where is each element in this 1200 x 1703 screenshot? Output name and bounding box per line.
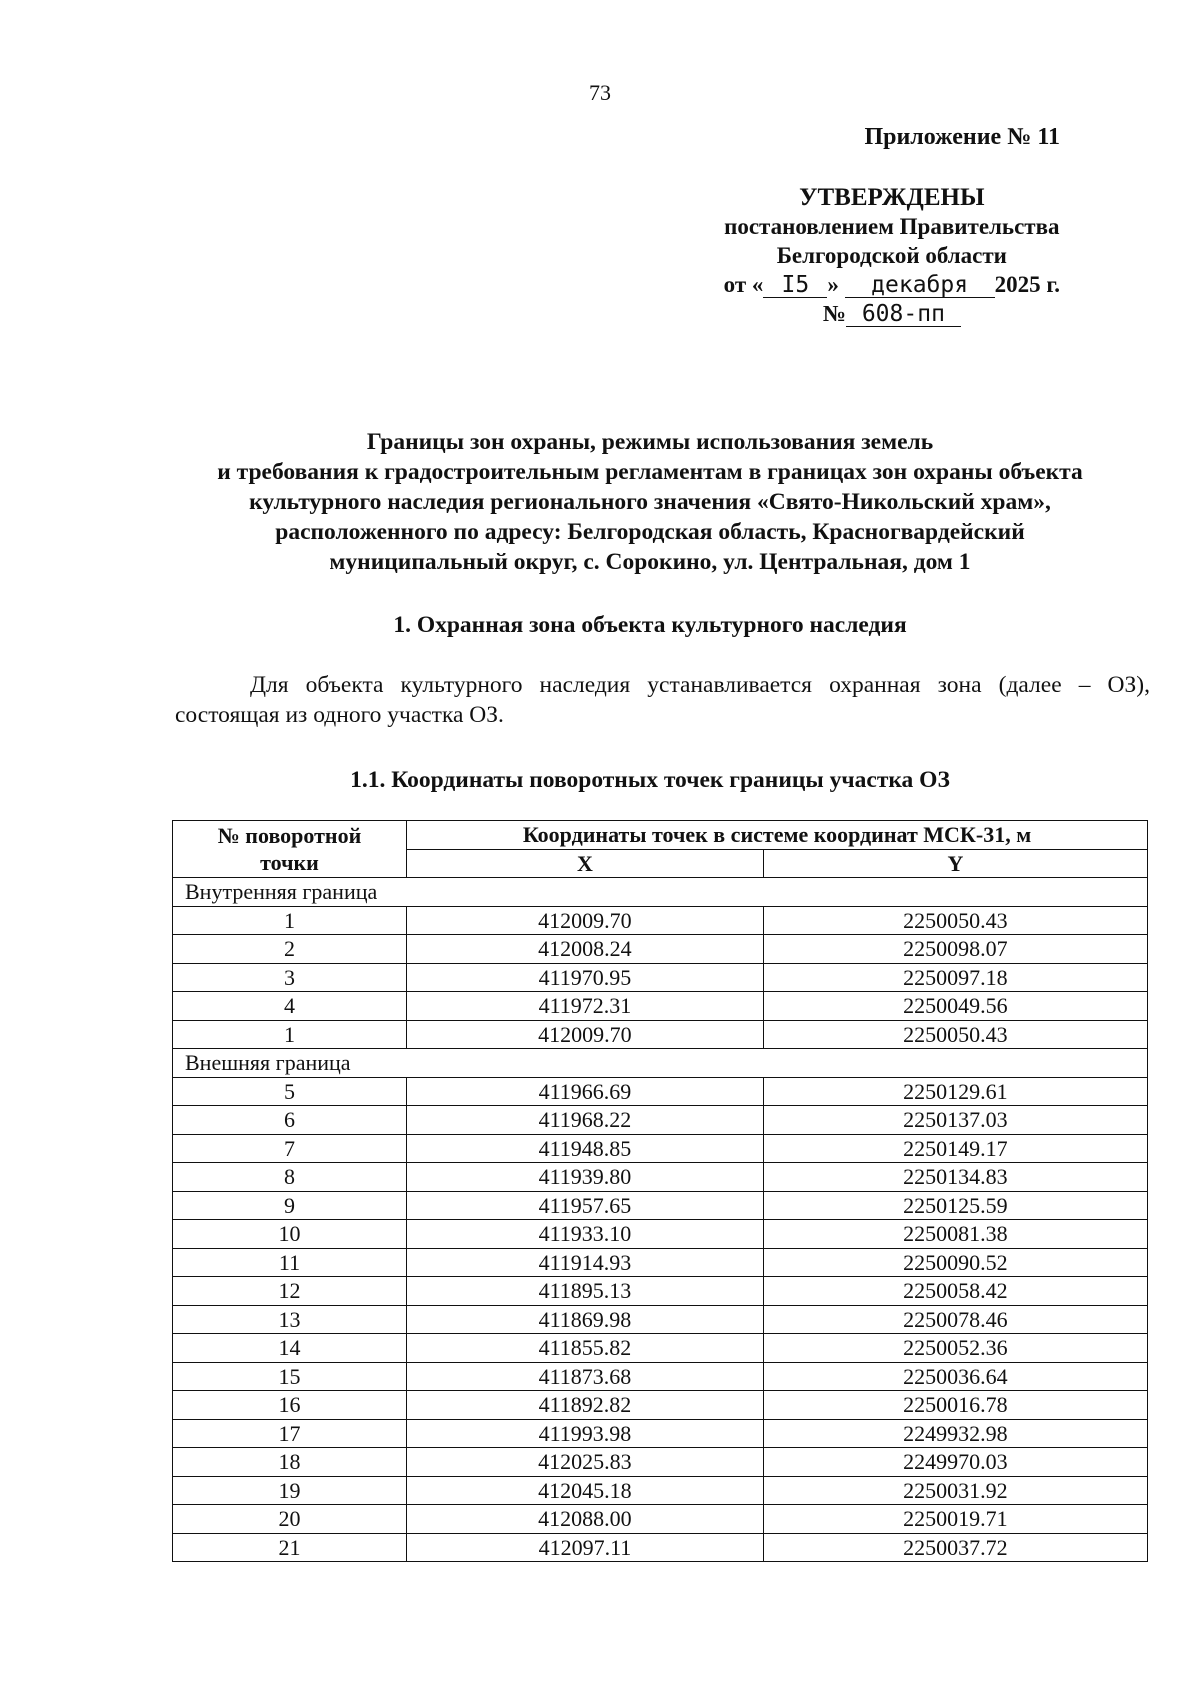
date-mid: » (827, 272, 839, 297)
date-month: декабря (845, 273, 995, 298)
approval-number: 608-пп (846, 302, 961, 327)
date-day: I5 (763, 273, 827, 298)
table-row (173, 1505, 1148, 1534)
approval-line-1: постановлением Правительства (724, 214, 1060, 239)
point-number-cell: 6 (173, 1106, 407, 1135)
x-coordinate-cell: 411993.98 (407, 1419, 764, 1448)
y-coordinate-cell: 2250137.03 (763, 1106, 1147, 1135)
point-number-cell: 8 (173, 1163, 407, 1192)
table-row (173, 1248, 1148, 1277)
y-coordinate-cell: 2250050.43 (763, 906, 1147, 935)
y-coordinate-cell: 2250090.52 (763, 1248, 1147, 1277)
x-header: X (407, 849, 764, 878)
y-coordinate-cell: 2250078.46 (763, 1305, 1147, 1334)
x-coordinate-cell: 411948.85 (407, 1134, 764, 1163)
table-row (173, 906, 1148, 935)
table-row (173, 1305, 1148, 1334)
approval-number-line (724, 299, 1060, 328)
y-coordinate-cell: 2250098.07 (763, 935, 1147, 964)
x-coordinate-cell: 412009.70 (407, 906, 764, 935)
x-coordinate-cell: 412045.18 (407, 1476, 764, 1505)
group-label: Внутренняя граница (173, 878, 1148, 907)
point-number-cell: 18 (173, 1448, 407, 1477)
x-coordinate-cell: 411933.10 (407, 1220, 764, 1249)
y-coordinate-cell: 2250125.59 (763, 1191, 1147, 1220)
y-coordinate-cell: 2250149.17 (763, 1134, 1147, 1163)
table-row (173, 1220, 1148, 1249)
y-header: Y (763, 849, 1147, 878)
y-coordinate-cell: 2250134.83 (763, 1163, 1147, 1192)
y-coordinate-cell: 2250037.72 (763, 1533, 1147, 1562)
table-row (173, 1020, 1148, 1049)
x-coordinate-cell: 411968.22 (407, 1106, 764, 1135)
approval-block (724, 183, 1060, 328)
x-coordinate-cell: 412008.24 (407, 935, 764, 964)
table-row (173, 1277, 1148, 1306)
group-row (173, 1049, 1148, 1078)
y-coordinate-cell: 2250031.92 (763, 1476, 1147, 1505)
y-coordinate-cell: 2250097.18 (763, 963, 1147, 992)
x-coordinate-cell: 412088.00 (407, 1505, 764, 1534)
coordinates-header: Координаты точек в системе координат МСК-31, м (407, 821, 1148, 850)
table-row (173, 963, 1148, 992)
point-number-cell: 11 (173, 1248, 407, 1277)
point-number-header: № поворотной точки (173, 821, 407, 878)
y-coordinate-cell: 2250129.61 (763, 1077, 1147, 1106)
approval-date-line (724, 270, 1060, 299)
point-number-cell: 16 (173, 1391, 407, 1420)
table-row (173, 1106, 1148, 1135)
x-coordinate-cell: 412009.70 (407, 1020, 764, 1049)
subsection-heading: 1.1. Координаты поворотных точек границы участка ОЗ (350, 767, 950, 793)
point-number-cell: 19 (173, 1476, 407, 1505)
y-coordinate-cell: 2250016.78 (763, 1391, 1147, 1420)
group-label: Внешняя граница (173, 1049, 1148, 1078)
x-coordinate-cell: 411914.93 (407, 1248, 764, 1277)
y-coordinate-cell: 2250050.43 (763, 1020, 1147, 1049)
table-row (173, 1163, 1148, 1192)
section-heading: 1. Охранная зона объекта культурного наследия (393, 612, 907, 638)
point-number-cell: 17 (173, 1419, 407, 1448)
table-row (173, 1191, 1148, 1220)
table-row (173, 1362, 1148, 1391)
point-number-cell: 15 (173, 1362, 407, 1391)
point-number-cell: 4 (173, 992, 407, 1021)
approval-heading: УТВЕРЖДЕНЫ (799, 184, 985, 211)
x-coordinate-cell: 411966.69 (407, 1077, 764, 1106)
point-number-cell: 3 (173, 963, 407, 992)
x-coordinate-cell: 411939.80 (407, 1163, 764, 1192)
x-coordinate-cell: 411873.68 (407, 1362, 764, 1391)
point-number-cell: 5 (173, 1077, 407, 1106)
table-row (173, 935, 1148, 964)
point-number-cell: 21 (173, 1533, 407, 1562)
approval-line-2: Белгородской области (776, 243, 1007, 268)
x-coordinate-cell: 411892.82 (407, 1391, 764, 1420)
title-line: и требования к градостроительным регламентам в границах зон охраны объекта (217, 459, 1083, 485)
table-row (173, 1476, 1148, 1505)
y-coordinate-cell: 2250081.38 (763, 1220, 1147, 1249)
table-row (173, 1077, 1148, 1106)
y-coordinate-cell: 2250019.71 (763, 1505, 1147, 1534)
x-coordinate-cell: 411972.31 (407, 992, 764, 1021)
y-coordinate-cell: 2249932.98 (763, 1419, 1147, 1448)
x-coordinate-cell: 412025.83 (407, 1448, 764, 1477)
y-coordinate-cell: 2250058.42 (763, 1277, 1147, 1306)
body-text: Для объекта культурного наследия устанавливается охранная зона (далее – ОЗ), состоящая из одного участка ОЗ. (175, 672, 1150, 728)
y-coordinate-cell: 2249970.03 (763, 1448, 1147, 1477)
table-row (173, 1334, 1148, 1363)
page-number: 73 (589, 80, 611, 105)
number-prefix: № (822, 301, 846, 326)
title-line: муниципальный округ, с. Сорокино, ул. Центральная, дом 1 (329, 549, 971, 575)
point-number-cell: 7 (173, 1134, 407, 1163)
appendix-label: Приложение № 11 (864, 124, 1060, 150)
point-number-cell: 13 (173, 1305, 407, 1334)
point-number-cell: 10 (173, 1220, 407, 1249)
y-coordinate-cell: 2250049.56 (763, 992, 1147, 1021)
x-coordinate-cell: 411957.65 (407, 1191, 764, 1220)
x-coordinate-cell: 411869.98 (407, 1305, 764, 1334)
point-number-cell: 20 (173, 1505, 407, 1534)
y-coordinate-cell: 2250036.64 (763, 1362, 1147, 1391)
body-paragraph (175, 670, 1150, 730)
title-line: расположенного по адресу: Белгородская область, Красногвардейский (275, 519, 1025, 545)
table-row (173, 1533, 1148, 1562)
table-row (173, 1391, 1148, 1420)
table-row (173, 1448, 1148, 1477)
table-row (173, 1419, 1148, 1448)
x-coordinate-cell: 411855.82 (407, 1334, 764, 1363)
y-coordinate-cell: 2250052.36 (763, 1334, 1147, 1363)
table-row (173, 992, 1148, 1021)
point-number-cell: 1 (173, 1020, 407, 1049)
date-year: 2025 г. (994, 272, 1060, 297)
point-number-cell: 12 (173, 1277, 407, 1306)
table-row (173, 1134, 1148, 1163)
point-number-cell: 2 (173, 935, 407, 964)
point-number-cell: 14 (173, 1334, 407, 1363)
title-line: культурного наследия регионального значения «Свято-Никольский храм», (249, 489, 1051, 515)
title-line: Границы зон охраны, режимы использования земель (366, 429, 934, 455)
group-row (173, 878, 1148, 907)
point-number-cell: 9 (173, 1191, 407, 1220)
x-coordinate-cell: 411970.95 (407, 963, 764, 992)
x-coordinate-cell: 411895.13 (407, 1277, 764, 1306)
document-title (150, 427, 1150, 577)
point-number-cell: 1 (173, 906, 407, 935)
coordinates-table (172, 820, 1148, 1562)
x-coordinate-cell: 412097.11 (407, 1533, 764, 1562)
date-prefix: от « (723, 272, 764, 297)
